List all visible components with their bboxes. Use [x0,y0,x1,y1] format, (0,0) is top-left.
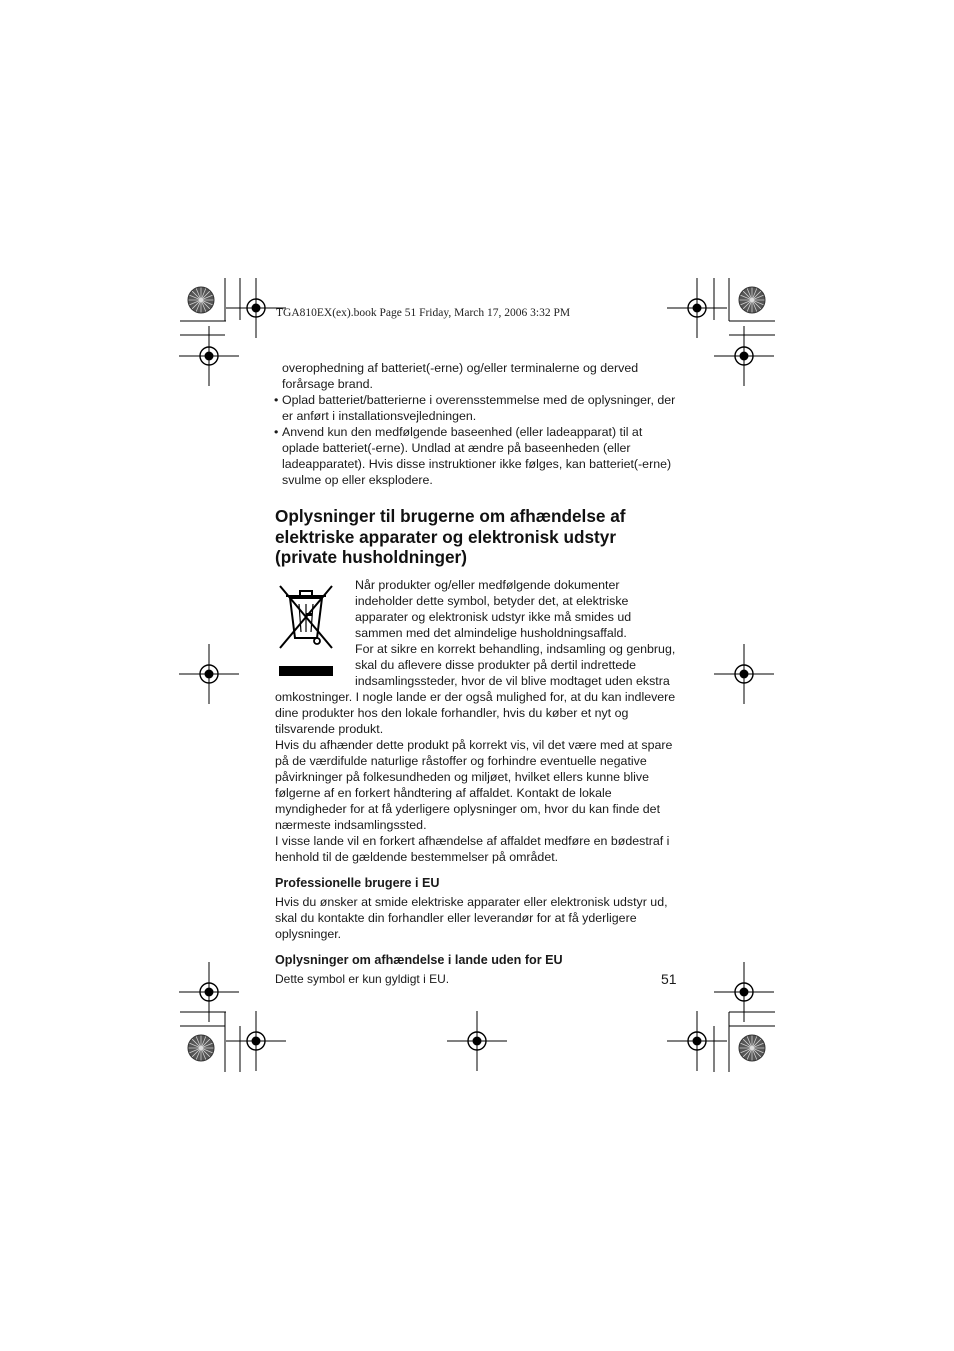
weee-crossed-bin-icon [275,580,337,678]
color-target-icon [739,287,765,313]
penalty-paragraph: I visse lande vil en forkert afhændelse af affaldet medføre en bødestraf i henhold til de gældende bestemmelser på området. [275,833,670,864]
continuation-line: forårsage brand. [282,377,373,391]
continuation-text [275,360,679,392]
collection-paragraph: For at sikre en korrekt behandling, indsamling og genbrug, skal du aflevere disse produkter på dertil indrettede indsamlingssteder, hvor de vil blive modtaget uden ekstra omkostninger. I nogle lande er der også mulighed for, at du kan indlevere dine produkter hos den lokale forhandler, hvis du køber et nyt og tilsvarende produkt. [275,641,676,736]
registration-mark-icon [667,1011,727,1071]
weee-symbol [275,580,345,680]
page-content [275,360,679,987]
registration-mark-icon [714,644,774,704]
page-number: 51 [661,971,677,987]
color-target-icon [739,1035,765,1061]
non-eu-heading: Oplysninger om afhændelse i lande uden for EU [275,952,563,967]
professional-heading: Professionelle brugere i EU [275,875,440,890]
continuation-line: overophedning af batteriet(-erne) og/eller terminalerne og derved [282,361,639,375]
symbol-explanation: Når produkter og/eller medfølgende dokumenter indeholder dette symbol, betyder det, at elektriske apparater og elektronisk udstyr ikke må smides ud sammen med det almindelige husholdningsaffald. [355,577,632,640]
professional-text: Hvis du ønsker at smide elektriske apparater eller elektronisk udstyr ud, skal du kontakte din forhandler eller leverandør for at få yderligere oplysninger. [275,894,668,941]
registration-mark-icon [667,278,727,338]
print-header: TGA810EX(ex).book Page 51 Friday, March 17, 2006 3:32 PM [276,307,571,319]
section-title: Oplysninger til brugerne om afhændelse af elektriske apparater og elektronisk udstyr (private husholdninger) [275,506,626,567]
registration-mark-icon [447,1011,507,1071]
color-target-icon [188,287,214,313]
registration-mark-icon [179,962,239,1022]
registration-mark-icon [179,644,239,704]
color-target-icon [188,1035,214,1061]
environment-paragraph: Hvis du afhænder dette produkt på korrekt vis, vil det være med at spare på de værdifulde naturlige råstoffer og forhindre eventuelle negative påvirkninger på folkesundheden og miljøet, hvilket ellers kunne blive følgerne af en forkert håndtering af affaldet. Kontakt de lokale myndigheder for at få yderligere oplysninger om, hvor du kan finde det nærmeste indsamlingssted. [275,737,673,832]
bullet-charge: • Oplad batteriet/batterierne i overensstemmelse med de oplysninger, der er anført i installationsvejledningen. [275,392,679,424]
non-eu-text: Dette symbol er kun gyldigt i EU. [275,971,450,986]
registration-mark-icon [714,962,774,1022]
bullet-base-unit: • Anvend kun den medfølgende baseenhed (eller ladeapparat) til at oplade batteriet(-erne). Undlad at ændre på baseenheden (eller ladeapparatet). Hvis disse instruktioner ikke følges, kan batteriet(-erne) svulme op eller eksplodere. [275,424,679,488]
registration-mark-icon [226,1011,286,1071]
